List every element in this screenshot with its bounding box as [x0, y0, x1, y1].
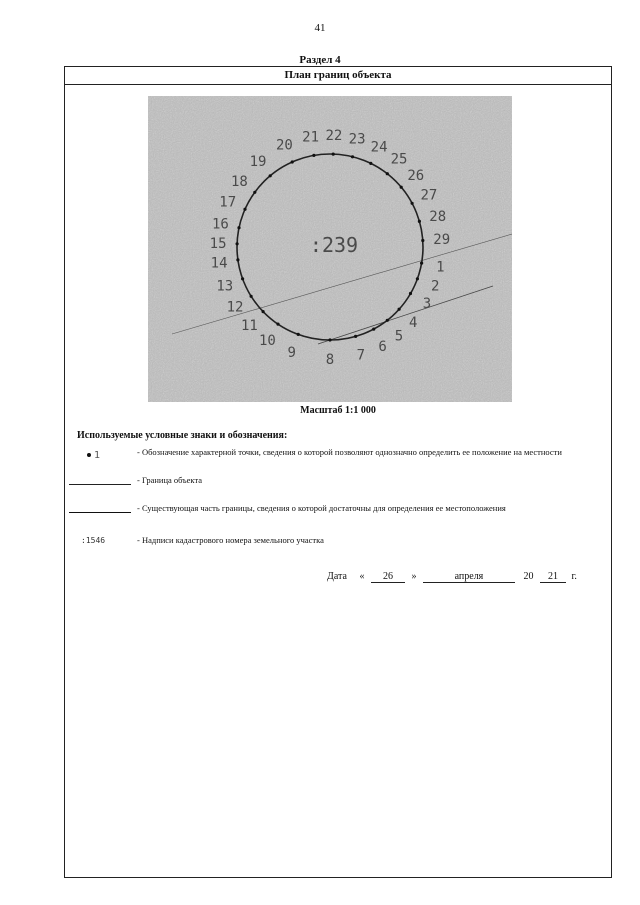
boundary-point-label: 29 — [433, 232, 451, 249]
boundary-plan-map — [148, 96, 512, 402]
boundary-point — [253, 191, 256, 194]
boundary-point — [398, 308, 401, 311]
boundary-point-label: 23 — [348, 131, 366, 148]
boundary-point — [276, 323, 279, 326]
boundary-point — [262, 310, 265, 313]
boundary-point — [386, 319, 389, 322]
boundary-point — [418, 220, 421, 223]
legend-cadastral-text: - Надписи кадастрового номера земельного участка — [137, 535, 324, 545]
boundary-point-label: 8 — [325, 352, 335, 368]
date-day: 26 — [371, 571, 405, 583]
boundary-point-label: 18 — [230, 174, 248, 191]
boundary-point — [237, 226, 240, 229]
boundary-point-label: 15 — [209, 236, 227, 253]
boundary-point-label: 9 — [287, 345, 296, 362]
boundary-point-label: 3 — [422, 296, 432, 312]
page-number: 41 — [314, 22, 326, 34]
boundary-point-label: 12 — [226, 299, 244, 316]
boundary-point — [409, 292, 412, 295]
boundary-point-label: 1 — [436, 259, 445, 276]
boundary-point — [420, 262, 423, 265]
legend-existing-text: - Существующая часть границы, сведения о которой достаточны для определения ее местоположения — [137, 503, 506, 513]
boundary-point — [416, 277, 419, 280]
boundary-point — [411, 202, 414, 205]
boundary-point-label: 26 — [407, 168, 425, 184]
section-title: Раздел 4 — [299, 54, 341, 66]
boundary-point-label: 16 — [211, 216, 229, 233]
plan-title: План границ объекта — [65, 67, 611, 85]
boundary-point — [369, 162, 372, 165]
plan-frame — [64, 66, 612, 878]
boundary-point-label: 14 — [210, 255, 228, 272]
date-year: 21 — [540, 571, 566, 583]
parcel-cadastral-label: :239 — [309, 233, 359, 257]
boundary-point — [243, 208, 246, 211]
boundary-point-label: 11 — [240, 317, 258, 334]
boundary-point-label: 7 — [356, 347, 366, 364]
legend-point-text: - Обозначение характерной точки, сведения о которой позволяют однозначно определить ее положение на местности — [137, 447, 562, 457]
boundary-point — [312, 154, 315, 157]
boundary-point-label: 2 — [430, 278, 440, 295]
boundary-point-label: 22 — [325, 128, 343, 145]
point-dot-icon — [87, 453, 91, 457]
boundary-point — [328, 338, 331, 341]
boundary-point — [400, 186, 403, 189]
boundary-point-label: 4 — [408, 314, 418, 331]
date-suffix: г. — [571, 571, 577, 582]
boundary-point-label: 6 — [378, 338, 387, 355]
date-century: 20 — [523, 571, 534, 582]
boundary-point-label: 19 — [249, 154, 267, 171]
date-row — [327, 571, 577, 583]
boundary-point — [250, 295, 253, 298]
boundary-point — [372, 328, 375, 331]
boundary-point-label: 27 — [420, 187, 438, 204]
close-quote: » — [411, 571, 417, 582]
boundary-point — [236, 242, 239, 245]
boundary-point-label: 28 — [429, 209, 447, 226]
boundary-point — [386, 172, 389, 175]
scale-label: Масштаб 1:1 000 — [300, 405, 376, 416]
boundary-point — [354, 335, 357, 338]
legend-point-number: 1 — [94, 450, 101, 461]
open-quote: « — [359, 571, 365, 582]
date-label: Дата — [327, 571, 347, 582]
boundary-point-label: 10 — [258, 332, 276, 349]
boundary-point-label: 21 — [302, 129, 320, 146]
date-month: апреля — [423, 571, 515, 583]
boundary-point-label: 17 — [219, 194, 237, 211]
boundary-point-label: 24 — [370, 139, 388, 156]
boundary-point — [421, 239, 424, 242]
boundary-point — [236, 258, 239, 261]
boundary-point-label: 13 — [216, 278, 234, 295]
legend-point-symbol — [87, 450, 100, 461]
boundary-point — [297, 333, 300, 336]
boundary-point — [351, 155, 354, 158]
boundary-line-symbol — [69, 484, 131, 485]
boundary-point-label: 20 — [275, 137, 293, 154]
legend-boundary-text: - Граница объекта — [137, 475, 203, 485]
boundary-point — [332, 153, 335, 156]
boundary-point — [241, 277, 244, 280]
existing-boundary-line-symbol — [69, 512, 131, 513]
boundary-point-label: 5 — [394, 328, 404, 345]
cadastral-label-sample: :1546 — [81, 536, 106, 545]
legend-title: Используемые условные знаки и обозначения: — [77, 430, 288, 441]
boundary-point — [291, 160, 294, 163]
boundary-point — [269, 174, 272, 177]
boundary-point-label: 25 — [390, 151, 408, 168]
